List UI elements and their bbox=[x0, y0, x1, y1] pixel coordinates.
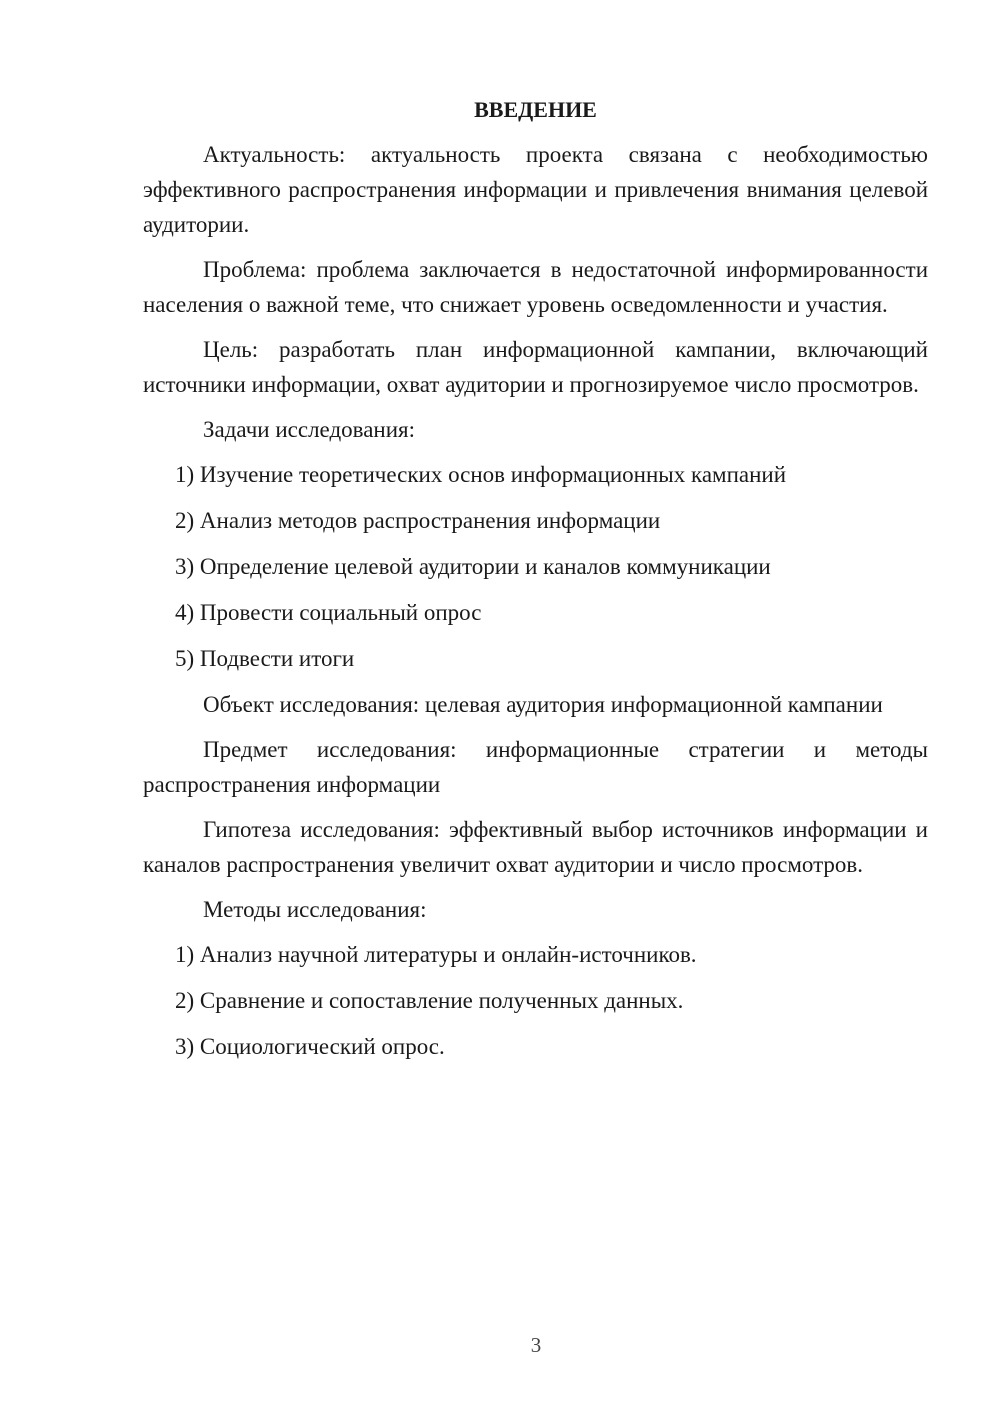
method-item: 1) Анализ научной литературы и онлайн-источников. bbox=[175, 942, 697, 967]
task-item: 5) Подвести итоги bbox=[175, 646, 355, 671]
page-number: 3 bbox=[530, 1333, 542, 1357]
method-item: 3) Социологический опрос. bbox=[175, 1034, 445, 1059]
method-item: 2) Сравнение и сопоставление полученных данных. bbox=[175, 988, 684, 1013]
object-paragraph: Объект исследования: целевая аудитория информационной кампании bbox=[203, 692, 883, 717]
problem-paragraph: Проблема: проблема заключается в недостаточной информированности населения о важной теме, что снижает уровень осведомленности и участия. bbox=[143, 257, 928, 317]
document-page bbox=[143, 94, 928, 1075]
task-item: 2) Анализ методов распространения информации bbox=[175, 508, 661, 533]
goal-paragraph: Цель: разработать план информационной кампании, включающий источники информации, охват аудитории и прогнозируемое число просмотров. bbox=[143, 337, 928, 397]
relevance-paragraph: Актуальность: актуальность проекта связана с необходимостью эффективного распространения информации и привлечения внимания целевой аудитории. bbox=[143, 142, 928, 237]
page-title: ВВЕДЕНИЕ bbox=[474, 97, 597, 122]
tasks-heading: Задачи исследования: bbox=[203, 417, 416, 442]
task-item: 4) Провести социальный опрос bbox=[175, 600, 482, 625]
task-item: 3) Определение целевой аудитории и каналов коммуникации bbox=[175, 554, 771, 579]
subject-paragraph: Предмет исследования: информационные стратегии и методы распространения информации bbox=[143, 737, 928, 797]
hypothesis-paragraph: Гипотеза исследования: эффективный выбор источников информации и каналов распространения увеличит охват аудитории и число просмотров. bbox=[143, 817, 928, 877]
task-item: 1) Изучение теоретических основ информационных кампаний bbox=[175, 462, 787, 487]
methods-heading: Методы исследования: bbox=[203, 897, 427, 922]
